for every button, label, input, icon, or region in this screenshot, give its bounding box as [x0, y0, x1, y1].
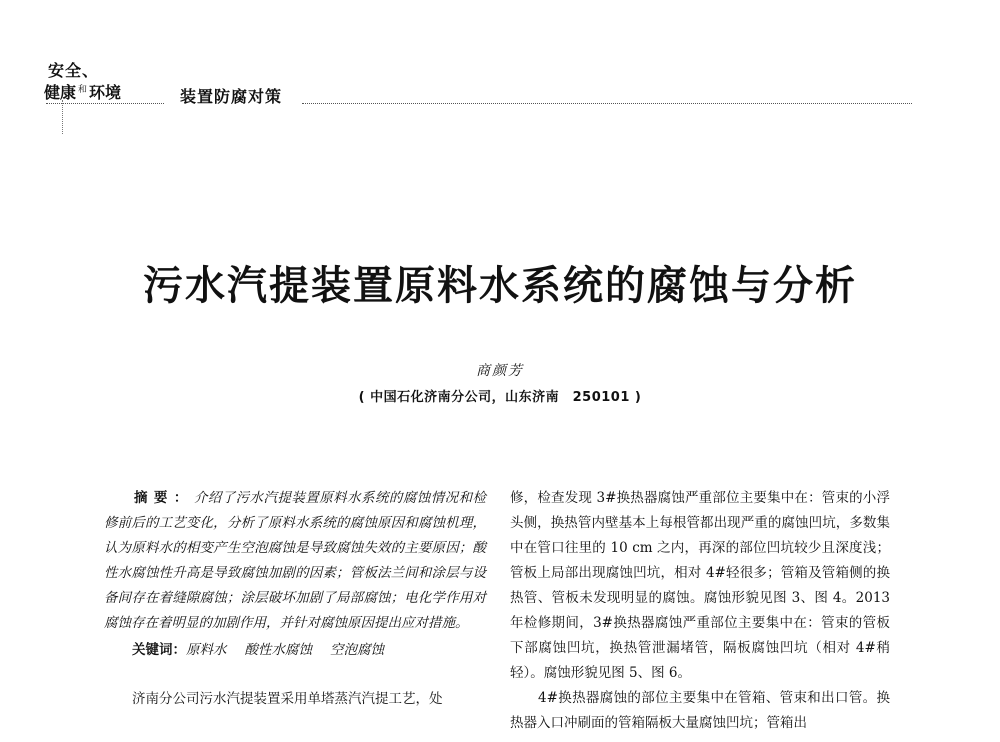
body-paragraph-left: 济南分公司污水汽提装置采用单塔蒸汽汽提工艺，处 [132, 691, 443, 707]
left-column [104, 486, 486, 712]
header-vertical-rule [62, 100, 63, 134]
journal-logo-line1: 安全、 [48, 61, 100, 80]
keywords-label: 关键词： [132, 642, 186, 658]
abstract [104, 486, 486, 636]
body-paragraph-right-1: 修，检查发现 3#换热器腐蚀严重部位主要集中在：管束的小浮头侧，换热管内壁基本上每根管都出现严重的腐蚀凹坑，多数集中在管口往里的 10 cm 之内，再深的部位凹坑较少且深度浅；管板上局部出现腐蚀凹坑，相对 4#轻很多；管箱及管箱侧的换热管、管板未发现明显的腐蚀。腐蚀形貌见图 3、图 4。2013 年检修期间，3#换热器腐蚀严重部位主要集中在：管束的管板下部腐蚀凹坑，换热管泄漏堵管，隔板腐蚀凹坑（相对 4#稍轻）。腐蚀形貌见图 5、图 6。 [510, 490, 890, 681]
journal-logo-line2 [44, 80, 121, 103]
header-dotted-rule-right [302, 103, 912, 104]
keyword-item: 空泡腐蚀 [330, 642, 384, 658]
article-title: 污水汽提装置原料水系统的腐蚀与分析 [143, 263, 857, 309]
right-column [510, 486, 890, 736]
logo-word-and: 和 [78, 84, 88, 95]
keyword-item: 原料水 [186, 642, 227, 658]
keyword-item: 酸性水腐蚀 [244, 642, 312, 658]
article-affiliation: ( 中国石化济南分公司，山东济南 250101 ) [358, 390, 642, 405]
keywords [104, 638, 486, 663]
section-heading: 装置防腐对策 [180, 87, 283, 106]
logo-word-health: 健康 [44, 83, 77, 102]
header-dotted-rule [46, 103, 164, 104]
body-paragraph-right-2: 4#换热器腐蚀的部位主要集中在管箱、管束和出口管。换热器入口冲刷面的管箱隔板大量腐蚀凹坑；管箱出 [510, 690, 890, 731]
logo-word-environment: 环境 [89, 83, 122, 102]
article-author: 商颜芳 [476, 363, 524, 379]
abstract-label: 摘要： [134, 490, 194, 506]
abstract-text: 介绍了污水汽提装置原料水系统的腐蚀情况和检修前后的工艺变化，分析了原料水系统的腐蚀原因和腐蚀机理，认为原料水的相变产生空泡腐蚀是导致腐蚀失效的主要原因；酸性水腐蚀性升高是导致腐蚀加剧的因素；管板法兰间和涂层与设备间存在着缝隙腐蚀；涂层破坏加剧了局部腐蚀；电化学作用对腐蚀存在着明显的加剧作用，并针对腐蚀原因提出应对措施。 [104, 490, 487, 631]
